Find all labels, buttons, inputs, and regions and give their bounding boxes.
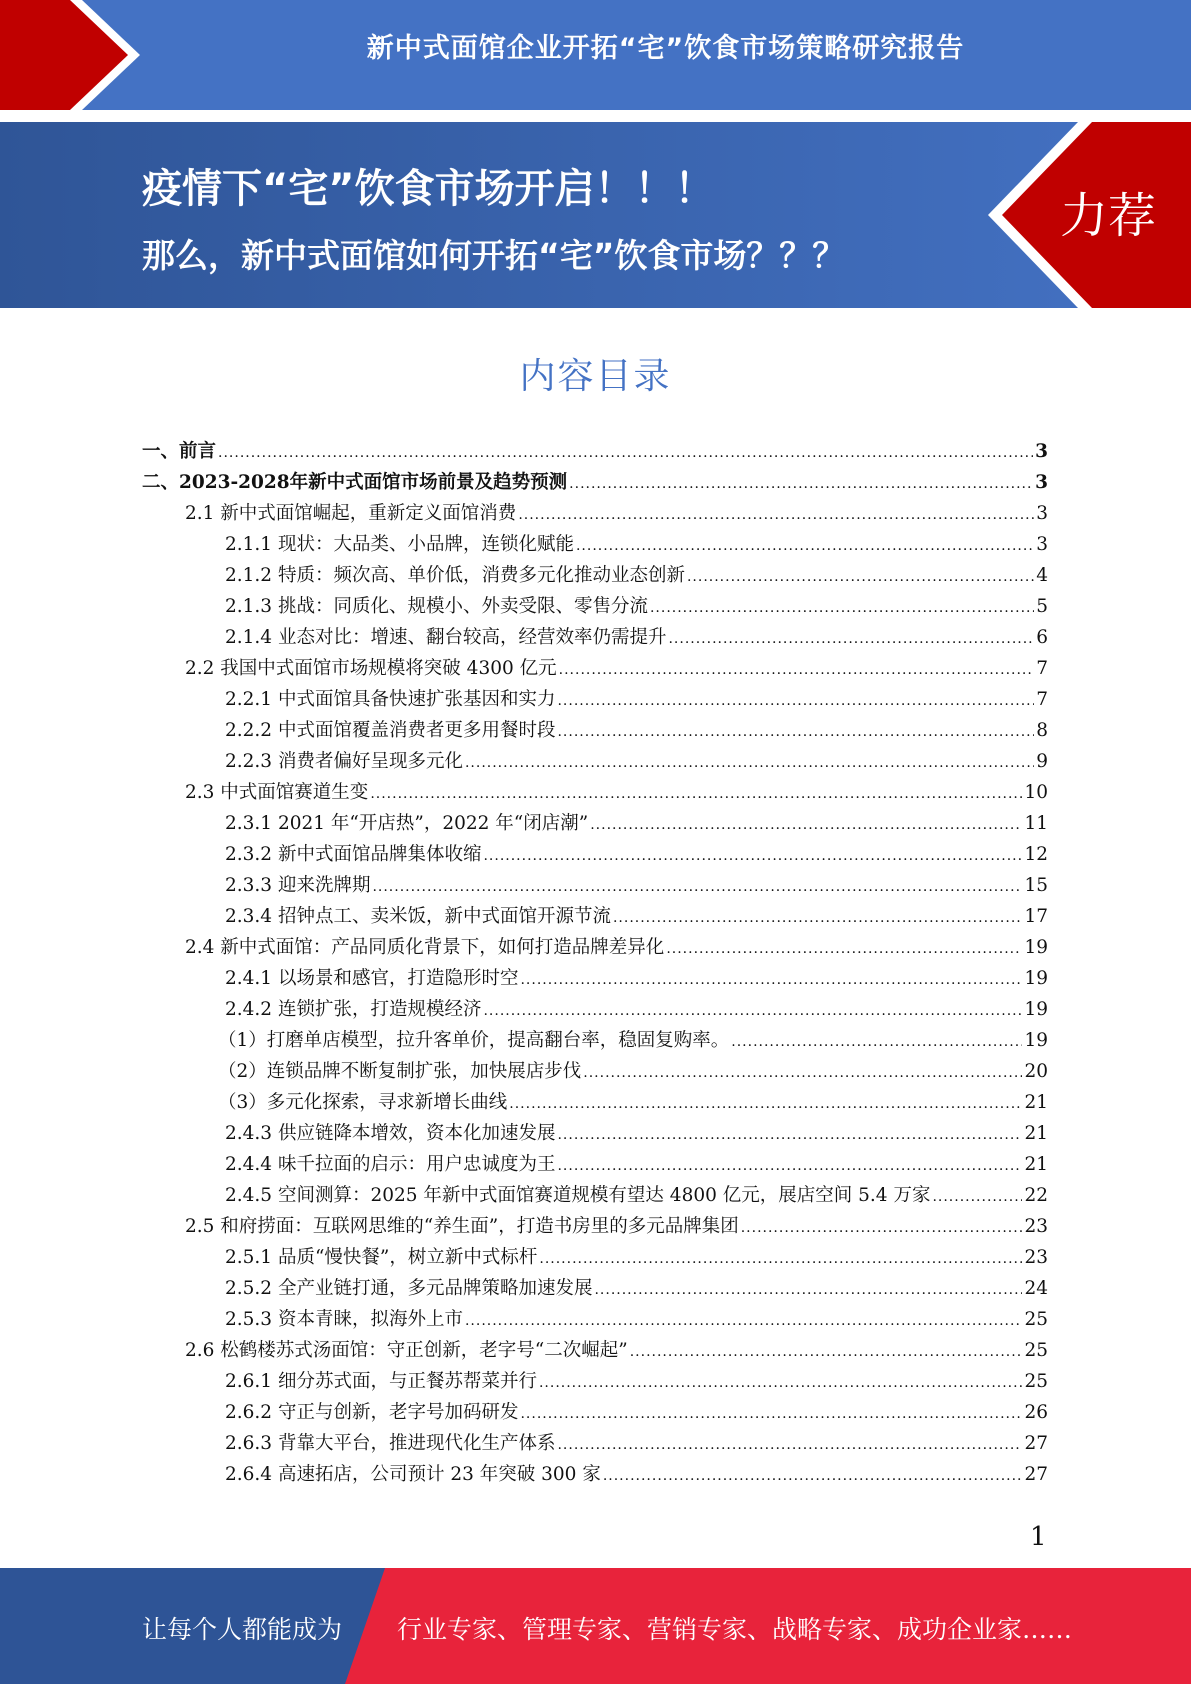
toc-entry-page: 19 — [1024, 968, 1048, 989]
toc-entry-title: 2.2.2 中式面馆覆盖消费者更多用餐时段 — [225, 720, 556, 741]
hero-banner-shapes — [0, 122, 1191, 308]
toc-entry-title: 二、2023-2028年新中式面馆市场前景及趋势预测 — [142, 472, 568, 493]
toc-entry-title: 2.3.1 2021 年“开店热”，2022 年“闭店潮” — [225, 813, 589, 834]
toc-entry-title: 2.1.4 业态对比：增速、翻台较高，经营效率仍需提升 — [225, 627, 667, 648]
toc-entry-title: 2.3.3 迎来洗牌期 — [225, 875, 371, 896]
toc-dot-leader — [520, 972, 1022, 988]
toc-entry-page: 3 — [1035, 441, 1048, 462]
toc-entry[interactable] — [142, 964, 1048, 995]
report-title: 新中式面馆企业开拓“宅”饮食市场策略研究报告 — [366, 33, 965, 64]
toc-entry-page: 21 — [1024, 1123, 1048, 1144]
toc-dot-leader — [666, 941, 1022, 957]
toc-entry-page: 7 — [1036, 689, 1048, 710]
toc-entry[interactable] — [142, 1429, 1048, 1460]
toc-entry-title: 一、前言 — [142, 441, 217, 462]
toc-heading: 内容目录 — [519, 356, 672, 397]
toc-entry-page: 24 — [1024, 1278, 1048, 1299]
toc-entry-page: 27 — [1024, 1464, 1048, 1485]
toc-dot-leader — [731, 1034, 1022, 1050]
toc-dot-leader — [557, 1127, 1022, 1143]
toc-entry-title: 2.6.3 背靠大平台，推进现代化生产体系 — [225, 1433, 556, 1454]
toc-entry-page: 25 — [1024, 1340, 1048, 1361]
toc-entry[interactable] — [142, 685, 1048, 716]
toc-dot-leader — [650, 600, 1034, 616]
toc-dot-leader — [539, 1375, 1022, 1391]
toc-entry-title: 2.4 新中式面馆：产品同质化背景下，如何打造品牌差异化 — [185, 937, 665, 958]
recommend-badge: 力荐 — [1060, 188, 1157, 244]
toc-entry-title: 2.1 新中式面馆崛起，重新定义面馆消费 — [185, 503, 517, 524]
toc-entry[interactable] — [142, 468, 1048, 499]
toc-entry-page: 21 — [1024, 1154, 1048, 1175]
toc-entry[interactable] — [142, 592, 1048, 623]
toc-entry-title: 2.6 松鹤楼苏式汤面馆：守正创新，老字号“二次崛起” — [185, 1340, 628, 1361]
toc-entry-title: 2.3 中式面馆赛道生变 — [185, 782, 369, 803]
toc-entry[interactable] — [142, 561, 1048, 592]
toc-dot-leader — [557, 1437, 1022, 1453]
toc-entry-title: 2.4.1 以场景和感官，打造隐形时空 — [225, 968, 519, 989]
toc-dot-leader — [509, 1096, 1022, 1112]
toc-dot-leader — [520, 1406, 1022, 1422]
toc-entry-title: （3）多元化探索，寻求新增长曲线 — [218, 1092, 508, 1113]
toc-entry[interactable] — [142, 1212, 1048, 1243]
toc-dot-leader — [687, 569, 1034, 585]
toc-entry-page: 20 — [1024, 1061, 1048, 1082]
toc-entry-title: 2.4.5 空间测算：2025 年新中式面馆赛道规模有望达 4800 亿元，展店空间 5.4 万家 — [225, 1185, 931, 1206]
toc-entry-title: 2.5.3 资本青睐，拟海外上市 — [225, 1309, 463, 1330]
toc-entry[interactable] — [142, 1305, 1048, 1336]
toc-entry-page: 26 — [1024, 1402, 1048, 1423]
toc-entry[interactable] — [142, 716, 1048, 747]
toc-entry-page: 21 — [1024, 1092, 1048, 1113]
toc-entry-page: 19 — [1024, 999, 1048, 1020]
toc-entry-page: 12 — [1024, 844, 1048, 865]
toc-entry-page: 23 — [1024, 1216, 1048, 1237]
toc-entry-title: 2.3.4 招钟点工、卖米饭，新中式面馆开源节流 — [225, 906, 611, 927]
toc-entry-page: 7 — [1036, 658, 1048, 679]
toc-dot-leader — [557, 693, 1034, 709]
toc-entry-title: 2.2.1 中式面馆具备快速扩张基因和实力 — [225, 689, 556, 710]
toc-dot-leader — [630, 1344, 1023, 1360]
toc-entry-title: （1）打磨单店模型，拉升客单价，提高翻台率，稳固复购率。 — [218, 1030, 730, 1051]
toc-entry[interactable] — [142, 1119, 1048, 1150]
toc-entry-page: 23 — [1024, 1247, 1048, 1268]
toc-dot-leader — [583, 1065, 1022, 1081]
toc-entry[interactable] — [142, 1026, 1048, 1057]
toc-entry[interactable] — [142, 871, 1048, 902]
toc-entry-title: 2.5 和府捞面：互联网思维的“养生面”，打造书房里的多元品牌集团 — [185, 1216, 739, 1237]
toc-dot-leader — [218, 445, 1033, 461]
toc-dot-leader — [603, 1468, 1023, 1484]
toc-entry[interactable] — [142, 778, 1048, 809]
toc-entry-title: 2.1.2 特质：频次高、单价低，消费多元化推动业态创新 — [225, 565, 685, 586]
toc-entry[interactable] — [142, 1367, 1048, 1398]
page-number: 1 — [1030, 1522, 1047, 1552]
footer-slogan-left: 让每个人都能成为 — [142, 1615, 343, 1644]
toc-entry[interactable] — [142, 1336, 1048, 1367]
toc-entry-title: 2.4.2 连锁扩张，打造规模经济 — [225, 999, 482, 1020]
toc-dot-leader — [465, 1313, 1022, 1329]
toc-entry-title: 2.4.3 供应链降本增效，资本化加速发展 — [225, 1123, 556, 1144]
toc-dot-leader — [518, 507, 1034, 523]
toc-entry-title: 2.6.4 高速拓店，公司预计 23 年突破 300 家 — [225, 1464, 601, 1485]
toc-entry-page: 17 — [1024, 906, 1048, 927]
toc-entry[interactable] — [142, 1243, 1048, 1274]
toc-entry-title: 2.6.1 细分苏式面，与正餐苏帮菜并行 — [225, 1371, 537, 1392]
toc-dot-leader — [932, 1189, 1022, 1205]
toc-dot-leader — [613, 910, 1022, 926]
toc-dot-leader — [370, 786, 1022, 802]
toc-entry-title: 2.6.2 守正与创新，老字号加码研发 — [225, 1402, 519, 1423]
toc-entry[interactable] — [142, 747, 1048, 778]
toc-entry[interactable] — [142, 1150, 1048, 1181]
toc-entry-page: 5 — [1036, 596, 1048, 617]
toc-dot-leader — [559, 662, 1035, 678]
toc-entry[interactable] — [142, 1460, 1048, 1491]
toc-entry-page: 15 — [1024, 875, 1048, 896]
top-banner — [0, 0, 1191, 110]
toc-dot-leader — [557, 724, 1034, 740]
toc-entry[interactable] — [142, 1398, 1048, 1429]
footer-banner — [0, 1568, 1191, 1684]
toc-entry-page: 25 — [1024, 1309, 1048, 1330]
toc-entry-page: 27 — [1024, 1433, 1048, 1454]
toc-entry-page: 8 — [1036, 720, 1048, 741]
toc-entry-title: 2.1.1 现状：大品类、小品牌，连锁化赋能 — [225, 534, 574, 555]
toc-entry[interactable] — [142, 995, 1048, 1026]
toc-dot-leader — [557, 1158, 1022, 1174]
toc-entry[interactable] — [142, 840, 1048, 871]
toc-entry[interactable] — [142, 1088, 1048, 1119]
toc-entry-page: 3 — [1036, 534, 1048, 555]
toc-entry[interactable] — [142, 654, 1048, 685]
toc-entry-page: 3 — [1036, 503, 1048, 524]
table-of-contents — [142, 437, 1048, 1491]
toc-entry[interactable] — [142, 530, 1048, 561]
toc-entry[interactable] — [142, 933, 1048, 964]
footer-slogan-right: 行业专家、管理专家、营销专家、战略专家、成功企业家…… — [397, 1615, 1073, 1644]
toc-entry-page: 11 — [1024, 813, 1048, 834]
toc-entry-page: 19 — [1024, 937, 1048, 958]
hero-subheadline: 那么，新中式面馆如何开拓“宅”饮食市场？？？ — [142, 236, 846, 275]
toc-dot-leader — [483, 1003, 1022, 1019]
toc-entry-page: 6 — [1036, 627, 1048, 648]
toc-entry-page: 3 — [1035, 472, 1048, 493]
toc-entry[interactable] — [142, 1181, 1048, 1212]
toc-dot-leader — [465, 755, 1034, 771]
toc-entry[interactable] — [142, 499, 1048, 530]
toc-entry[interactable] — [142, 1057, 1048, 1088]
toc-entry-page: 4 — [1036, 565, 1048, 586]
toc-entry[interactable] — [142, 437, 1048, 468]
toc-entry-title: 2.4.4 味千拉面的启示：用户忠诚度为王 — [225, 1154, 556, 1175]
toc-entry-title: 2.2.3 消费者偏好呈现多元化 — [225, 751, 463, 772]
toc-entry-title: 2.3.2 新中式面馆品牌集体收缩 — [225, 844, 482, 865]
toc-entry[interactable] — [142, 809, 1048, 840]
toc-dot-leader — [590, 817, 1022, 833]
toc-entry-title: 2.2 我国中式面馆市场规模将突破 4300 亿元 — [185, 658, 557, 679]
toc-entry-title: 2.5.2 全产业链打通，多元品牌策略加速发展 — [225, 1278, 593, 1299]
toc-entry-page: 9 — [1036, 751, 1048, 772]
toc-entry[interactable] — [142, 623, 1048, 654]
toc-entry-page: 19 — [1024, 1030, 1048, 1051]
toc-entry-page: 25 — [1024, 1371, 1048, 1392]
toc-dot-leader — [539, 1251, 1022, 1267]
toc-entry-title: （2）连锁品牌不断复制扩张，加快展店步伐 — [218, 1061, 582, 1082]
toc-entry-title: 2.1.3 挑战：同质化、规模小、外卖受限、零售分流 — [225, 596, 648, 617]
toc-dot-leader — [576, 538, 1034, 554]
toc-entry[interactable] — [142, 1274, 1048, 1305]
toc-entry[interactable] — [142, 902, 1048, 933]
toc-entry-title: 2.5.1 品质“慢快餐”，树立新中式标杆 — [225, 1247, 538, 1268]
toc-dot-leader — [372, 879, 1022, 895]
toc-dot-leader — [483, 848, 1022, 864]
toc-dot-leader — [594, 1282, 1022, 1298]
toc-dot-leader — [668, 631, 1034, 647]
hero-headline: 疫情下“宅”饮食市场开启！！！ — [142, 166, 715, 212]
toc-entry-page: 22 — [1024, 1185, 1048, 1206]
toc-entry-page: 10 — [1024, 782, 1048, 803]
toc-dot-leader — [569, 476, 1033, 492]
hero-banner — [0, 122, 1191, 308]
toc-dot-leader — [741, 1220, 1023, 1236]
